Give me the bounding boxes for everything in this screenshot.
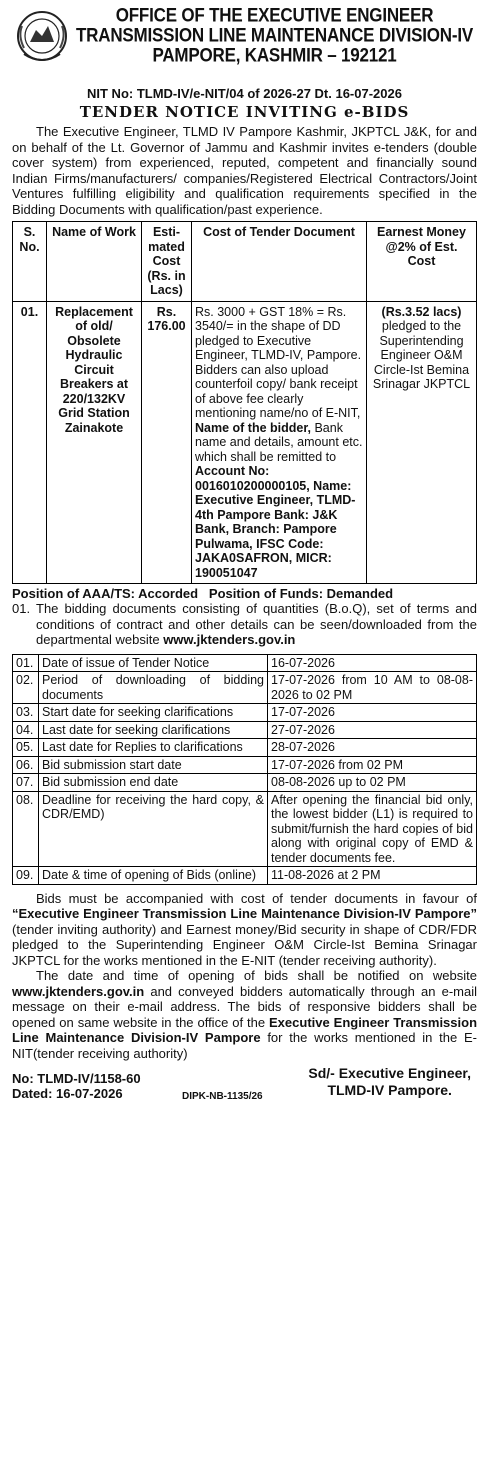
cell-work: Replacement of old/ Obsolete Hydraulic Circuit Breakers at 220/132KV Grid Station Zainakote xyxy=(47,301,142,584)
tender-table xyxy=(12,221,477,584)
cell-doc xyxy=(192,301,367,584)
date-cell-label: Last date for seeking clarifications xyxy=(39,721,268,739)
date-cell-value: 08-08-2026 up to 02 PM xyxy=(268,774,477,792)
date-cell-value: 17-07-2026 xyxy=(268,704,477,722)
header-work: Name of Work xyxy=(47,222,142,302)
account-details: Account No: 0016010200000105, Name: Executive Engineer, TLMD-4th Pampore Bank: J&K Bank, Branch: Pampore Pulwama, IFSC Code: JAKA0SAFRON, MICR: 190051047 xyxy=(195,464,356,580)
date-cell-n: 06. xyxy=(13,756,39,774)
date-cell-label: Deadline for receiving the hard copy, & CDR/EMD) xyxy=(39,791,268,867)
emd-text: pledged to the Superintending Engineer O&M Circle-Ist Bemina Srinagar JKPTCL xyxy=(372,319,471,391)
position-line: Position of AAA/TS: Accorded Position of Funds: Demanded xyxy=(12,586,394,601)
doc-bold-1: Name of the bidder, xyxy=(195,420,311,435)
dates-table xyxy=(12,654,477,885)
footer-dated: Dated: 16-07-2026 xyxy=(12,1086,123,1101)
table-row xyxy=(13,654,477,672)
p2-c: (tender inviting authority) and Earnest money/Bid security in shape of CDR/FDR pledged to the Superintending Engineer O&M Circle-Ist Bemina Srinagar JKPTCL for the works mentioned in the E-NIT (tender receiving authority). xyxy=(12,921,477,968)
date-cell-label: Period of downloading of bidding documents xyxy=(39,672,268,704)
table-row xyxy=(13,721,477,739)
date-cell-n: 03. xyxy=(13,704,39,722)
signature xyxy=(308,1065,471,1099)
header xyxy=(12,6,477,84)
paragraph-2 xyxy=(12,891,477,969)
point-01 xyxy=(12,601,477,648)
intro-paragraph: The Executive Engineer, TLMD IV Pampore Kashmir, JKPTCL J&K, for and on behalf of the Lt. Governor of Jammu and Kashmir invites e-tenders (double cover system) from experienced, reputed, competent and financially sound Indian Firms/manufacturers/ companies/Registered Electrical Contractors/Joint Ventures fulfilling eligibility and qualification requirements specified in the Bidding Documents with qualification/past experience. xyxy=(12,124,477,217)
date-cell-label: Last date for Replies to clarifications xyxy=(39,739,268,757)
p2-a: Bids must be accompanied with cost of tender documents in favour of xyxy=(36,890,477,906)
notice-title: TENDER NOTICE INVITING e-BIDS xyxy=(79,103,410,121)
header-cost: Esti- mated Cost (Rs. in Lacs) xyxy=(142,222,192,302)
date-cell-label: Date & time of opening of Bids (online) xyxy=(39,867,268,885)
table-header-row xyxy=(13,222,477,302)
doc-text-1: Rs. 3000 + GST 18% = Rs. 3540/= in the shape of DD pledged to Executive Engineer, TLMD-IV, Pampore. Bidders can also upload counterfoil copy/ bank receipt of above fee clearly mentioning name/no of E-NIT, xyxy=(195,304,362,420)
date-cell-label: Date of issue of Tender Notice xyxy=(39,654,268,672)
heading-line-2: TRANSMISSION LINE MAINTENANCE DIVISION-IV xyxy=(76,24,473,47)
p3-a: The date and time of opening of bids shall be notified on website xyxy=(36,968,477,983)
p3-d: Executive Engineer Transmission Line Maintenance Division-IV Pampore xyxy=(12,1014,478,1045)
paragraph-3 xyxy=(12,968,477,1061)
table-row xyxy=(13,704,477,722)
table-row xyxy=(13,301,477,584)
footer-no: No: TLMD-IV/1158-60 xyxy=(12,1071,141,1086)
date-cell-n: 02. xyxy=(13,672,39,704)
table-row xyxy=(13,672,477,704)
emblem-icon xyxy=(14,6,70,70)
p3-website[interactable]: www.jktenders.gov.in xyxy=(12,983,145,999)
footer-code: DIPK-NB-1135/26 xyxy=(182,1091,263,1102)
date-cell-value: 16-07-2026 xyxy=(268,654,477,672)
cell-emd xyxy=(367,301,477,584)
header-emd: Earnest Money @2% of Est. Cost xyxy=(367,222,477,302)
nit-number: NIT No: TLMD-IV/e-NIT/04 of 2026-27 Dt. 16-07-2026 xyxy=(87,86,402,101)
heading-line-1: OFFICE OF THE EXECUTIVE ENGINEER xyxy=(115,4,434,27)
date-cell-value: 17-07-2026 from 10 AM to 08-08-2026 to 02 PM xyxy=(268,672,477,704)
date-cell-value: 28-07-2026 xyxy=(268,739,477,757)
emd-amount: (Rs.3.52 lacs) xyxy=(381,304,462,319)
doc-text-2: Bank name and details, amount etc. which shall be remitted to xyxy=(195,420,363,464)
date-cell-n: 05. xyxy=(13,739,39,757)
point-01-number: 01. xyxy=(12,601,31,616)
footer-ref xyxy=(12,1071,141,1101)
date-cell-label: Bid submission start date xyxy=(39,756,268,774)
p3-e: for the works mentioned in the E-NIT(tender receiving authority) xyxy=(12,1030,477,1061)
table-row xyxy=(13,739,477,757)
date-cell-value: 17-07-2026 from 02 PM xyxy=(268,756,477,774)
header-sno: S. No. xyxy=(13,222,47,302)
date-cell-value: 11-08-2026 at 2 PM xyxy=(268,867,477,885)
date-cell-label: Start date for seeking clarifications xyxy=(39,704,268,722)
cell-sno: 01. xyxy=(13,301,47,584)
date-cell-n: 07. xyxy=(13,774,39,792)
date-cell-label: Bid submission end date xyxy=(39,774,268,792)
date-cell-n: 09. xyxy=(13,867,39,885)
date-cell-n: 01. xyxy=(13,654,39,672)
signature-line-2: TLMD-IV Pampore. xyxy=(327,1082,452,1098)
header-doc: Cost of Tender Document xyxy=(192,222,367,302)
date-cell-value: 27-07-2026 xyxy=(268,721,477,739)
footer xyxy=(12,1065,477,1125)
date-cell-n: 08. xyxy=(13,791,39,867)
heading-line-3: PAMPORE, KASHMIR – 192121 xyxy=(152,44,397,67)
signature-line-1: Sd/- Executive Engineer, xyxy=(308,1065,471,1081)
table-row xyxy=(13,756,477,774)
point-01-body: The bidding documents consisting of quantities (B.o.Q), set of terms and conditions of contract and other details can be seen/downloaded from the departmental website xyxy=(36,601,477,647)
point-01-text xyxy=(36,601,477,648)
table-row xyxy=(13,774,477,792)
p3-c: and conveyed bidders automatically through an e-mail message on their e-mail address. The bids of responsive bidders shall be opened on same website in the office of the xyxy=(12,983,477,1030)
website-link[interactable]: www.jktenders.gov.in xyxy=(163,632,296,647)
office-heading xyxy=(72,6,477,66)
table-row xyxy=(13,867,477,885)
date-cell-n: 04. xyxy=(13,721,39,739)
cell-cost: Rs. 176.00 xyxy=(142,301,192,584)
table-row xyxy=(13,791,477,867)
date-cell-value: After opening the financial bid only, the lowest bidder (L1) is required to submit/furnish the hard copies of bid along with original copy of EMD & tender documents fee. xyxy=(268,791,477,867)
p2-b: “Executive Engineer Transmission Line Maintenance Division-IV Pampore” xyxy=(12,906,477,921)
